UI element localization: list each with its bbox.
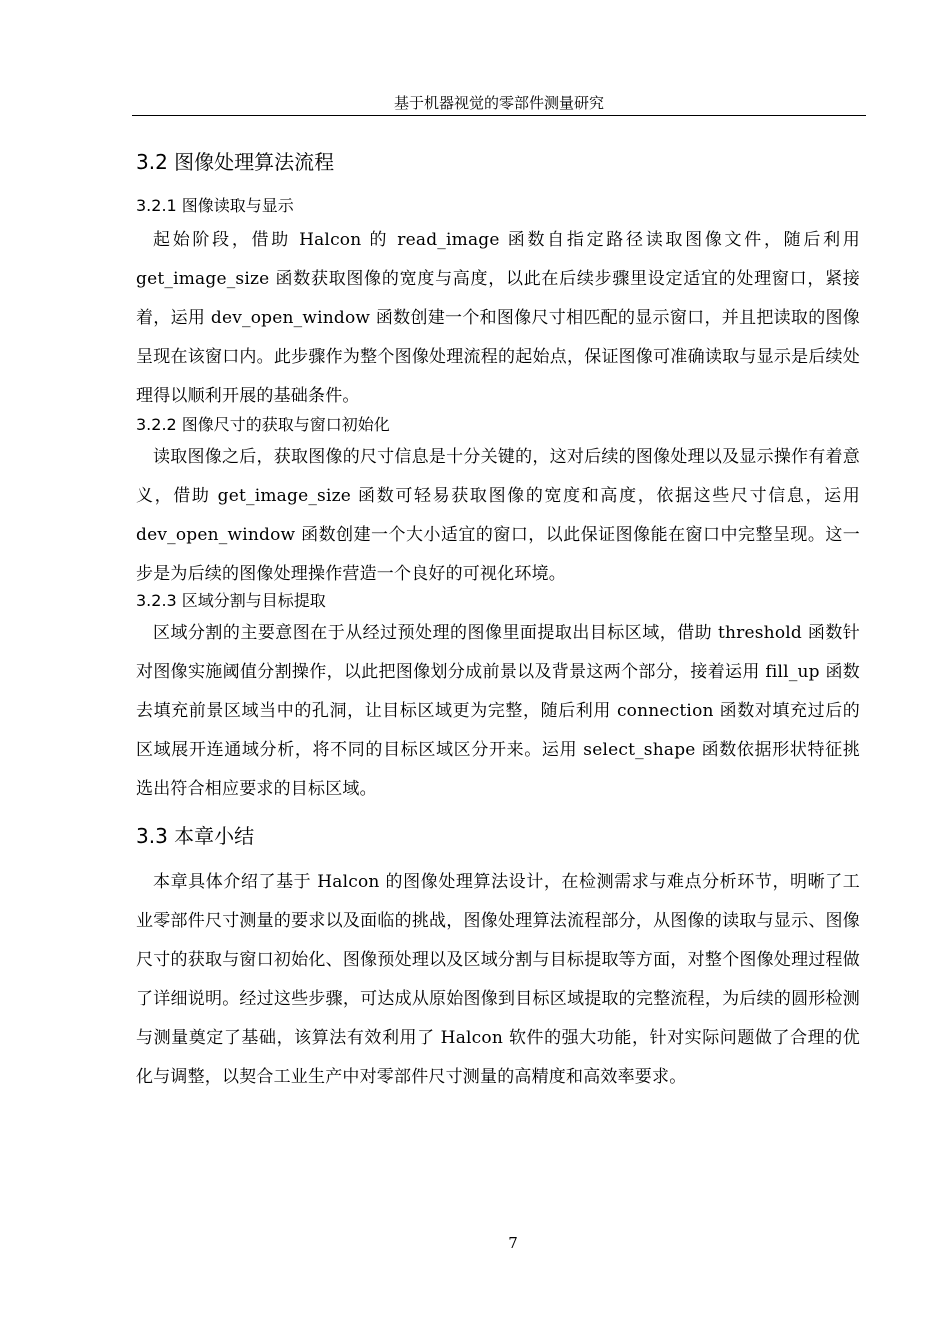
running-header: 基于机器视觉的零部件测量研究 bbox=[393, 94, 604, 112]
page-body bbox=[136, 145, 860, 1097]
subsection-heading-3-2-3: 3.2.3 区域分割与目标提取 bbox=[136, 591, 326, 610]
paragraph-3-2-3: 区域分割的主要意图在于从经过预处理的图像里面提取出目标区域，借助 threshold 函数针对图像实施阈值分割操作，以此把图像划分成前景以及背景这两个部分，接着运用 fill_up 函数去填充前景区域当中的孔洞，让目标区域更为完整，随后利用 connection 函数对填充过后的区域展开连通域分析，将不同的目标区域区分开来。运用 select_shape 函数依据形状特征挑选出符合相应要求的目标区域。 bbox=[136, 623, 860, 799]
subsection-heading-3-2-1: 3.2.1 图像读取与显示 bbox=[136, 196, 294, 215]
paragraph-3-3: 本章具体介绍了基于 Halcon 的图像处理算法设计，在检测需求与难点分析环节，明晰了工业零部件尺寸测量的要求以及面临的挑战，图像处理算法流程部分，从图像的读取与显示、图像尺寸的获取与窗口初始化、图像预处理以及区域分割与目标提取等方面，对整个图像处理过程做了详细说明。经过这些步骤，可达成从原始图像到目标区域提取的完整流程，为后续的圆形检测与测量奠定了基础，该算法有效利用了 Halcon 软件的强大功能，针对实际问题做了合理的优化与调整，以契合工业生产中对零部件尺寸测量的高精度和高效率要求。 bbox=[136, 872, 860, 1087]
section-heading-3-2: 3.2 图像处理算法流程 bbox=[136, 150, 335, 174]
paragraph-3-2-2: 读取图像之后，获取图像的尺寸信息是十分关键的，这对后续的图像处理以及显示操作有着意义，借助 get_image_size 函数可轻易获取图像的宽度和高度，依据这些尺寸信息，运用 dev_open_window 函数创建一个大小适宜的窗口，以此保证图像能在窗口中完整呈现。这一步是为后续的图像处理操作营造一个良好的可视化环境。 bbox=[136, 447, 860, 584]
header-rule bbox=[132, 115, 866, 116]
section-heading-3-3: 3.3 本章小结 bbox=[136, 824, 255, 848]
subsection-heading-3-2-2: 3.2.2 图像尺寸的获取与窗口初始化 bbox=[136, 415, 390, 434]
paragraph-3-2-1: 起始阶段，借助 Halcon 的 read_image 函数自指定路径读取图像文件，随后利用 get_image_size 函数获取图像的宽度与高度，以此在后续步骤里设定适宜的处理窗口，紧接着，运用 dev_open_window 函数创建一个和图像尺寸相匹配的显示窗口，并且把读取的图像呈现在该窗口内。此步骤作为整个图像处理流程的起始点，保证图像可准确读取与显示是后续处理得以顺利开展的基础条件。 bbox=[136, 230, 860, 406]
page-number: 7 bbox=[508, 1234, 518, 1252]
